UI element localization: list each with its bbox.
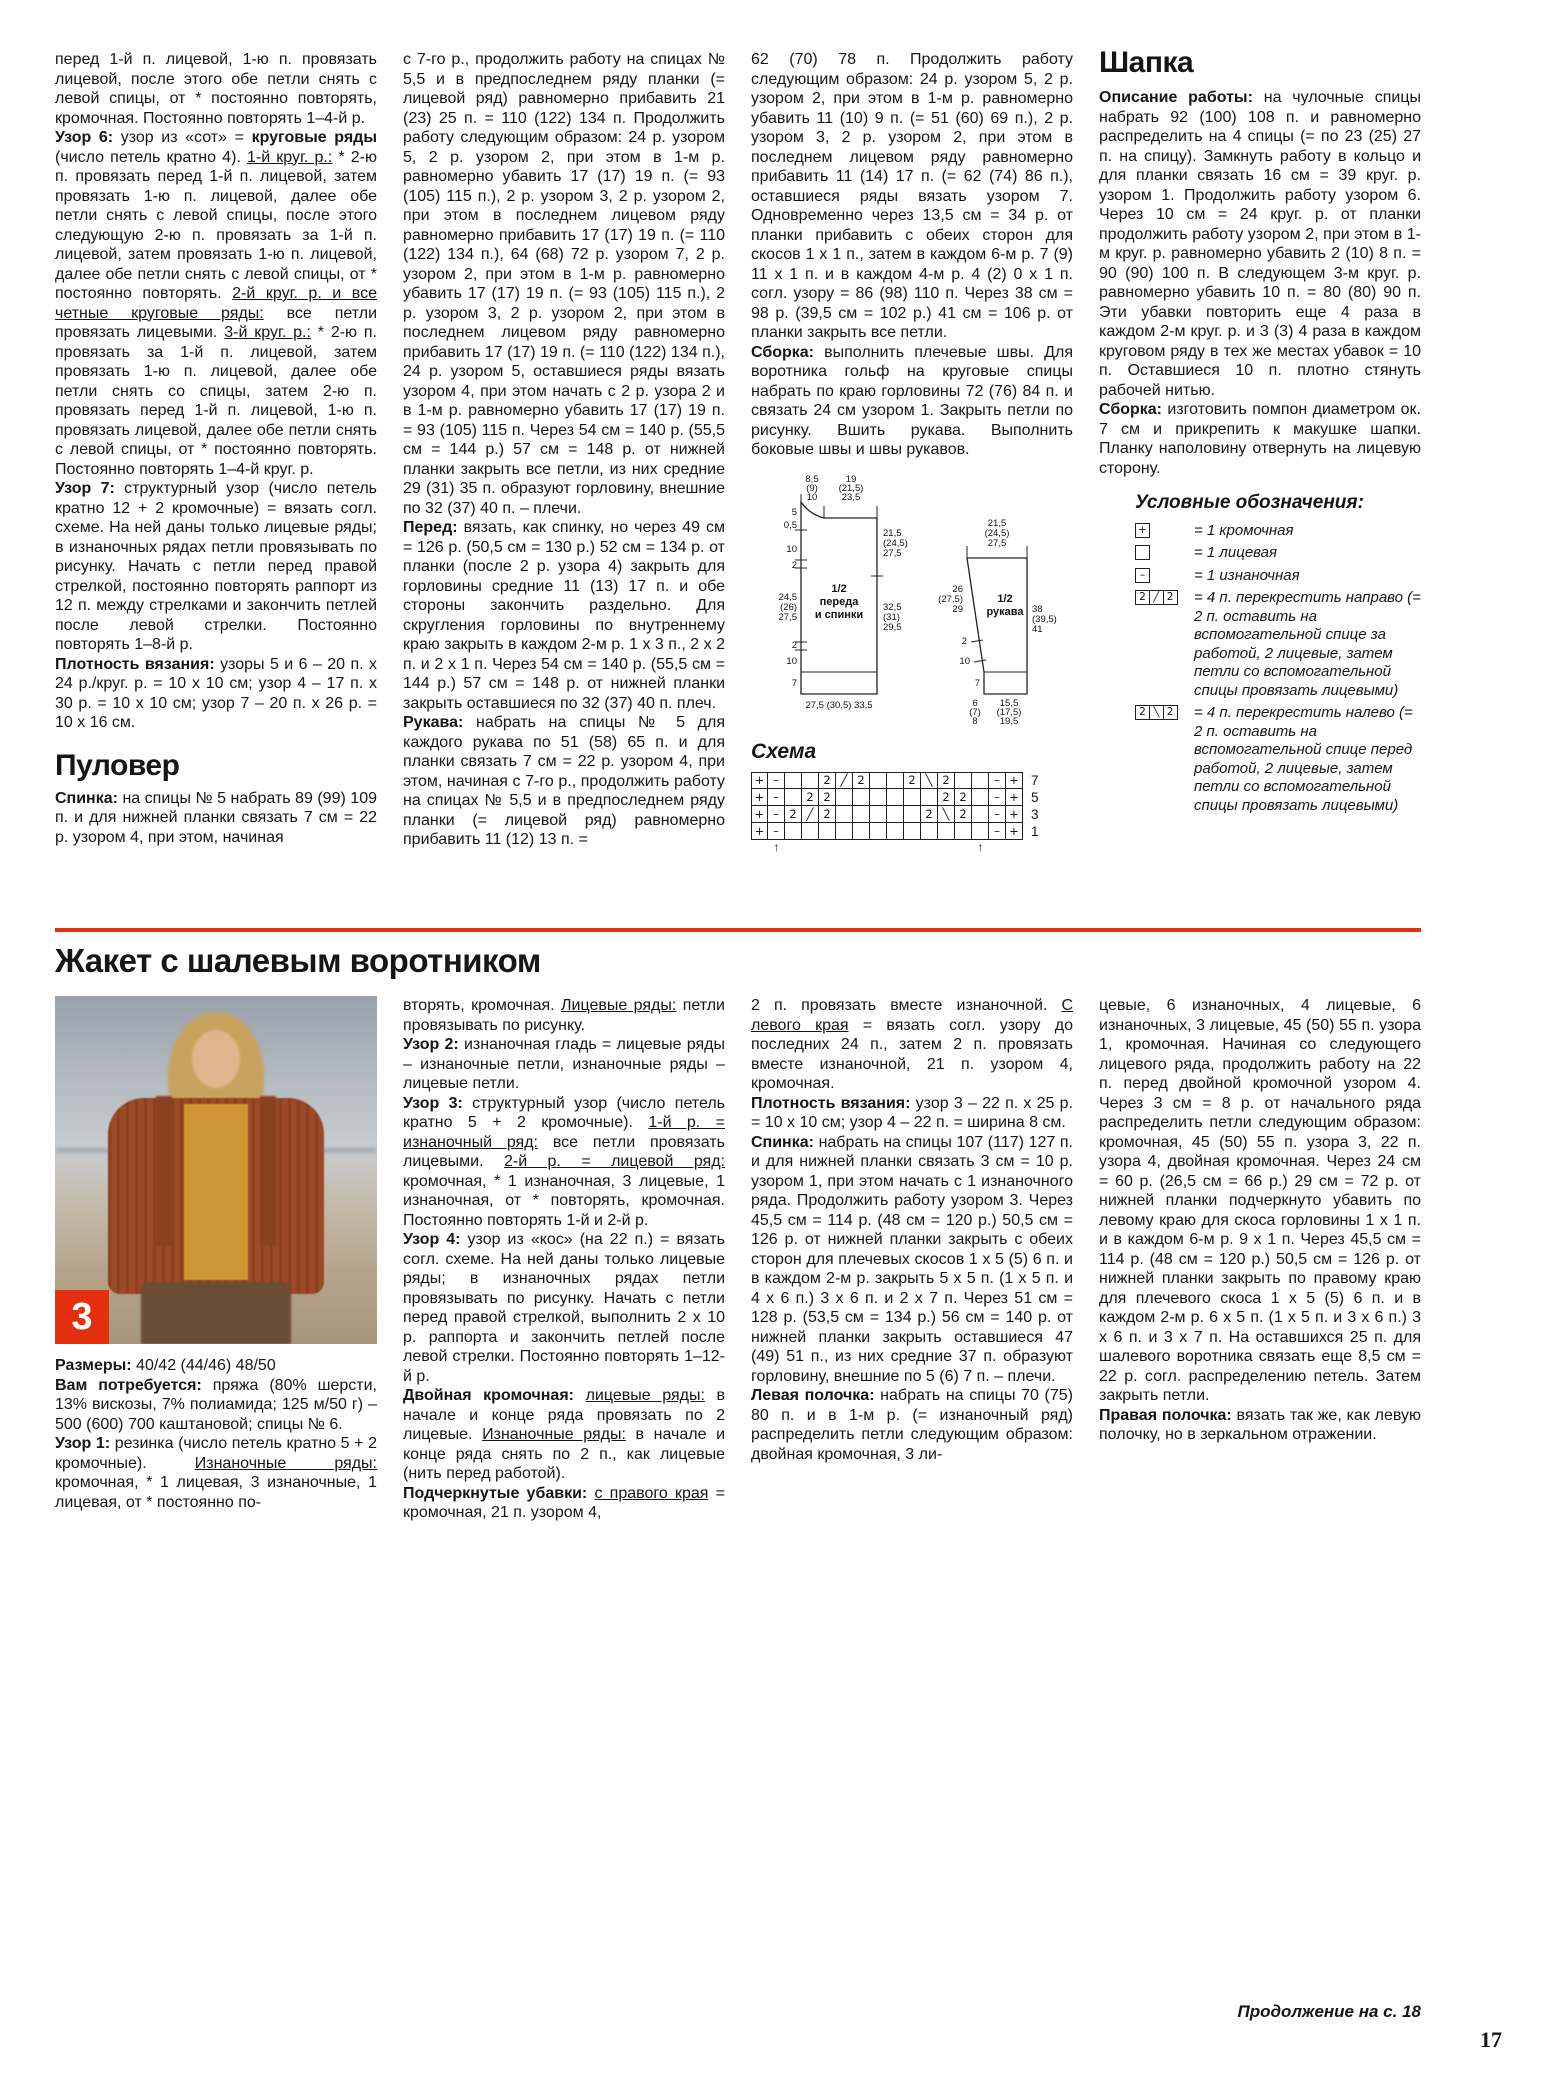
schema-cell xyxy=(887,772,904,789)
text-run xyxy=(574,1387,586,1404)
legend-item xyxy=(1135,522,1421,541)
front-label: и спинки xyxy=(814,608,864,621)
paragraph xyxy=(751,1133,1073,1387)
symbol-box: 2 xyxy=(1135,705,1150,720)
blank-symbol-icon xyxy=(1135,544,1185,560)
legend-text: = 1 кромочная xyxy=(1194,521,1294,539)
text-run: изготовить помпон диаметром ок. 7 см и прикрепить к макушке шапки. Планку наполовину отвернуть на лицевую сторону. xyxy=(1099,401,1421,477)
page-number: 17 xyxy=(1480,2027,1502,2052)
schema-arrow-spacer xyxy=(921,840,938,856)
text-run: резинка (число петель кратно 5 + 2 кромочные). xyxy=(55,1435,377,1472)
diagram-label: 27,5 xyxy=(778,611,797,623)
schema-row-number: 1 xyxy=(1031,823,1039,839)
schema-heading: Схема xyxy=(751,739,817,763)
photo-model-face xyxy=(192,1030,240,1088)
symbol-box: ╱ xyxy=(1149,590,1164,605)
schema-cell xyxy=(972,806,989,823)
schema-cell: 2 xyxy=(819,772,836,789)
schema-arrow-spacer xyxy=(785,840,802,856)
text-run: С левого края xyxy=(751,997,1073,1034)
paragraph xyxy=(55,1376,377,1435)
photo-model-shirt xyxy=(184,1104,248,1280)
schema-cell: 2 xyxy=(921,806,938,823)
schema-cell: – xyxy=(989,772,1006,789)
diagram-label: 10 xyxy=(786,543,797,555)
column-3-text xyxy=(751,50,1073,460)
front-label: переда xyxy=(819,595,859,608)
diagram-label: 2 xyxy=(961,635,967,647)
schema-arrow-spacer xyxy=(989,840,1006,856)
schema-cell xyxy=(785,772,802,789)
text-run: вязать, как спинку, но через 49 см = 126 р. (50,5 см = 130 р.) 52 см = 134 р. от планки (после 2 р. узора 4) закрыть для горловины средние 11 (13) 17 п. и обе стороны закончить раздельно. Для скругления горловины по внутреннему краю закрыть в каждом 2-м р. 1 х 3 п., 2 х 2 п. и 2 х 1 п. Через 54 см = 140 р. (55,5 см = 144 р.) 57 см = 148 р. от нижней планки закрыть оставшиеся по 32 (37) 40 п. плеч. xyxy=(403,519,725,712)
schema-cell: ╲ xyxy=(921,772,938,789)
schema-cell: – xyxy=(989,806,1006,823)
paragraph xyxy=(55,1356,377,1376)
sleeve-outline xyxy=(967,558,1027,694)
text-run: Правая полочка: xyxy=(1099,1406,1232,1424)
diagram-label: 27,5 xyxy=(987,537,1007,549)
legend-item xyxy=(1135,544,1421,563)
text-run: * 2-ю п. провязать перед 1-й п. лицевой, затем провязать 1-ю п. лицевой, далее обе петли снять с левой спицы, после этого следующую 2-ю п. провязать за 1-й п. лицевой, затем провязать 1-ю п. лицевой, далее обе петли снять с левой спицы, от * постоянно повторять. xyxy=(55,148,377,302)
column-2-text xyxy=(403,50,725,850)
schema-arrow-spacer xyxy=(819,840,836,856)
schema-cell xyxy=(870,823,887,840)
paragraph xyxy=(751,50,1073,343)
schema-cell xyxy=(802,823,819,840)
text-run: (число петель кратно 4). xyxy=(55,148,247,166)
schema-cell xyxy=(887,806,904,823)
jacket-photo xyxy=(55,996,377,1344)
schema-arrow-spacer xyxy=(870,840,887,856)
diagram-label: 24,5 xyxy=(778,591,797,603)
schema-cell: – xyxy=(989,789,1006,806)
text-run: в начале и конце ряда снять по 2 п., как лицевые (нить перед работой). xyxy=(403,1426,725,1482)
dash-symbol-icon xyxy=(1135,567,1185,583)
diagram-label: 7 xyxy=(974,677,980,689)
text-run: узор из «кос» (на 22 п.) = вязать согл. схеме. На ней даны только лицевые ряды; в изнаночных рядах петли провязывать по рисунку. Начать с петли перед правой стрелкой, выполнить 2 х 10 р. раппорта и закончить петлей после левой стрелки. Постоянно повторять 1–12-й р. xyxy=(403,1231,725,1385)
schema-cell: 2 xyxy=(955,789,972,806)
diagram-label: 8 xyxy=(972,715,978,727)
text-run: Плотность вязания: xyxy=(55,655,215,673)
front-label: 1/2 xyxy=(831,582,847,595)
schema-row-number: 3 xyxy=(1031,806,1039,822)
paragraph xyxy=(751,1386,1073,1464)
text-run: Описание работы: xyxy=(1099,89,1253,106)
diagram-label: (39,5) xyxy=(1032,613,1057,625)
column-4-text xyxy=(1099,88,1421,478)
schema-arrow-spacer xyxy=(1023,840,1040,856)
schema-arrow-spacer xyxy=(802,840,819,856)
schema-cell xyxy=(870,772,887,789)
jacket-column-2 xyxy=(403,996,725,2028)
text-run: Размеры: xyxy=(55,1357,132,1374)
schema-arrow-spacer xyxy=(836,840,853,856)
schema-cell xyxy=(853,806,870,823)
column-1 xyxy=(55,50,377,930)
diagram-label: (9) xyxy=(806,482,818,494)
text-run: кромочная, * 1 изнаночная, 3 лицевые, 1 изнаночная, от * повторять, кромочная. Постоянно повторять 1-й и 2-й р. xyxy=(403,1172,725,1229)
schema-cell: ╲ xyxy=(938,806,955,823)
schema-cell xyxy=(870,789,887,806)
schema-cell xyxy=(921,789,938,806)
text-run: цевые, 6 изнаночных, 4 лицевые, 6 изнаночных, 3 лицевые, 45 (50) 55 п. узора 1, кромочная. Начиная со следующего лицевого ряда, продолжить работу на 22 п. перед двойной кромочной узором 4. Через 3 см = 8 р. от начального ряда распределить петли следующим образом: кромочная, 45 (50) 55 п. узора 3, 22 п. узора 4, двойная кромочная. Через 24 см = 60 р. (26,5 см = 66 р.) 29 см = 72 р. от нижней планки подчеркнуто убавить по левому краю для скоса горловины 1 х 1 п. и в каждом 6-м р. 9 х 1 п. Через 45,5 см = 114 р. (48 см = 120 р.) 50,5 см = 126 р. от нижней планки закрыть по правому краю для плечевого скоса 1 х 5 (5) 6 п. и в каждом 2-м р. 6 х 5 п. (1 х 5 п. и 3 х 6 п.) 3 х 6 п. и 3 х 7 п. На оставшихся 25 п. для шалевого воротника связать еще 8,5 см = 22 р. согл. распределению петель. Затем закрыть петли. xyxy=(1099,997,1421,1404)
diagram-label: 2 xyxy=(791,639,797,651)
schema-cell xyxy=(904,806,921,823)
text-run: вторять, кромочная. xyxy=(403,997,562,1014)
paragraph xyxy=(403,50,725,518)
legend-items xyxy=(1135,522,1421,816)
symbol-box: + xyxy=(1135,523,1150,538)
text-run: структурный узор (число петель кратно 12 + 2 кромочные) = вязать согл. схеме. На ней даны только лицевые ряды; в изнаночных рядах петли провязывать по рисунку. Начать с петли перед правой стрелкой, постоянно повторять раппорт из 12 п. между стрелками и закончить петлей после левой стрелки. Постоянно повторять 1–8-й р. xyxy=(55,480,377,653)
text-run: = кромочная, 21 п. узором 4, xyxy=(403,1484,725,1521)
text-run: пряжа (80% шерсти, 13% вискозы, 7% полиамида; 125 м/50 г) – 500 (600) 700 каштановой; спицы № 6. xyxy=(55,1376,377,1433)
legend-item xyxy=(1135,704,1421,815)
jacket-column-4-text xyxy=(1099,996,1421,1445)
schema-cell xyxy=(853,789,870,806)
paragraph xyxy=(55,1434,377,1512)
text-run: Узор 7: xyxy=(55,480,115,497)
legend-text: = 1 изнаночная xyxy=(1194,566,1300,584)
paragraph xyxy=(403,1386,725,1484)
schema-cell: – xyxy=(768,806,785,823)
text-run: узор 3 – 22 п. х 25 р. = 10 х 10 см; узор 4 – 22 п. = ширина 8 см. xyxy=(751,1094,1073,1131)
legend-text: = 4 п. перекрестить направо (= 2 п. оставить на вспомогательной спице за работой, 2 лицевые, затем петли со вспомогательной спицы провязать лицевыми) xyxy=(1194,589,1421,699)
schema-cell: 2 xyxy=(853,772,870,789)
text-run: с 7-го р., продолжить работу на спицах № 5,5 и в предпоследнем ряду планки (= лицевой ряд) равномерно прибавить 21 (23) 25 п. = 110 (122) 134 п. Продолжить работу следующим образом: 24 р. узором 5, 2 р. узором 2, при этом в 1-м р. равномерно убавить 17 (17) 19 п. (= 93 (105) 115 п.), 2 р. узором 3, 2 р. узором 2, при этом в последнем лицевом ряду равномерно прибавить 17 (17) 19 п. (= 110 (122) 134 п.), 64 (68) 72 р. узором 7, 2 р. узором 2, при этом в 1-м р. равномерно убавить 17 (17) 19 п. (= 93 (105) 115 п.), 2 р. узором 3, 2 р. узором 2, при этом в последнем лицевом ряду равномерно прибавить 17 (17) 19 п. (= 110 (122) 134 п.), 24 р. узором 5, оставшиеся ряды вязать узором 4, при этом начать с 2 р. узора 2 и в 1-м р. равномерно убавить 17 (17) 19 п. = 93 (105) 115 п. Через 54 см = 140 р. (55,5 см = 144 р.) 57 см = 148 р. от нижней планки закрыть все петли, из них средние 29 (31) 35 п. образуют горловину, внешние по 32 (37) 40 п. – плечи. xyxy=(403,51,725,517)
text-run: Перед: xyxy=(403,519,458,536)
jacket-section xyxy=(55,928,1421,2028)
text-run: все петли провязать лицевыми. xyxy=(55,304,377,341)
text-run: 2-й р. = лицевой ряд: xyxy=(503,1153,725,1170)
diagram-label: 5 xyxy=(791,506,797,518)
schema-cell: – xyxy=(768,823,785,840)
schema-cell xyxy=(972,772,989,789)
schema-cell: + xyxy=(751,789,768,806)
schema-cell: 2 xyxy=(955,806,972,823)
text-run: Узор 1: xyxy=(55,1435,111,1452)
diagram-label: 21,5 xyxy=(883,527,902,539)
text-run: набрать на спицы 107 (117) 127 п. и для нижней планки связать 3 см = 10 р. узором 1, при этом начать с 1 изнаночного ряда. Продолжить работу узором 3. Через 45,5 см = 114 р. (48 см = 120 р.) 50,5 см = 126 р. от нижней планки закрыть с обеих сторон для плечевых скосов 1 х 5 (5) 6 п. и в каждом 2-м р. закрыть 5 х 5 п. (1 х 5 п. и 4 х 6 п.) 3 х 6 п. и 2 х 7 п. Через 51 см = 128 р. (53,5 см = 134 р.) 56 см = 140 р. от нижней планки закрыть оставшиеся 47 (49) 51 п., из них средние 37 п. образуют горловину, внешние по 5 (6) 7 п. – плечи. xyxy=(751,1133,1073,1385)
photo-model-pants xyxy=(141,1282,291,1344)
column-1-text-2 xyxy=(55,789,377,848)
diagram-label: 41 xyxy=(1032,623,1043,635)
schema-cell: 2 xyxy=(785,806,802,823)
text-run: Лицевые ряды: xyxy=(561,997,677,1014)
schema-cell xyxy=(819,823,836,840)
schema-cell: 2 xyxy=(938,789,955,806)
text-run: 40/42 (44/46) 48/50 xyxy=(131,1357,276,1374)
column-2 xyxy=(403,50,725,930)
paragraph xyxy=(403,996,725,1035)
schema-arrow-spacer xyxy=(751,840,768,856)
paragraph xyxy=(55,479,377,655)
text-run: Узор 4: xyxy=(403,1231,461,1248)
photo-number-badge: 3 xyxy=(55,1290,109,1344)
schema-cell: + xyxy=(1006,772,1023,789)
schema-row-number: 5 xyxy=(1031,789,1039,805)
text-run: вязать так же, как левую полочку, но в зеркальном отражении. xyxy=(1099,1406,1421,1443)
schema-cell: ╱ xyxy=(802,806,819,823)
text-run: выполнить плечевые швы. Для воротника гольф на круговые спицы набрать по краю горловины 72 (76) 84 п. и связать 24 см узором 1. Закрыть петли по рисунку. Вшить рукава. Выполнить боковые швы и швы рукавов. xyxy=(751,343,1073,458)
diagram-label: (17,5) xyxy=(996,706,1022,718)
paragraph xyxy=(403,713,725,850)
cable-right-symbol-icon xyxy=(1135,589,1185,605)
text-run: 1-й р. = изнаночный ряд: xyxy=(403,1114,725,1151)
schema-cell: + xyxy=(751,823,768,840)
diagram-label: 6 xyxy=(972,697,978,709)
legend-item xyxy=(1135,589,1421,700)
symbol-box: – xyxy=(1135,568,1150,583)
text-run: петли провязывать по рисунку. xyxy=(403,997,725,1034)
diagram-label: 27,5 (30,5) 33,5 xyxy=(805,699,873,711)
schema-cell: 2 xyxy=(802,789,819,806)
diagram-label: (24,5) xyxy=(984,527,1010,539)
jacket-column-2-text xyxy=(403,996,725,1523)
paragraph xyxy=(55,789,377,848)
diagram-label: (21,5) xyxy=(838,482,864,494)
diagram-label: (26) xyxy=(780,601,797,613)
schema-cell xyxy=(836,806,853,823)
schema-arrow-spacer xyxy=(904,840,921,856)
paragraph xyxy=(751,996,1073,1094)
diagram-label: (27,5) xyxy=(938,593,963,605)
diagram-label: 0,5 xyxy=(783,519,797,531)
text-run: Спинка: xyxy=(751,1133,814,1151)
text-run: в начале и конце ряда провязать по 2 лицевые. xyxy=(403,1387,725,1443)
diagram-label: 10 xyxy=(806,491,818,503)
paragraph xyxy=(1099,88,1421,400)
diagram-label: 15,5 xyxy=(999,697,1019,709)
text-run: Изнаночные ряды: xyxy=(194,1454,377,1472)
diagram-label: 27,5 xyxy=(883,547,902,559)
text-run: Двойная кромочная: xyxy=(403,1387,574,1404)
symbol-box: 2 xyxy=(1163,590,1178,605)
text-run: Рукава: xyxy=(403,714,464,731)
garment-diagram xyxy=(751,472,1071,730)
paragraph xyxy=(751,1094,1073,1133)
schema-cell xyxy=(785,823,802,840)
schema-arrow-spacer xyxy=(1006,840,1023,856)
text-run: на спицы № 5 набрать 89 (99) 109 п. и для нижней планки связать 7 см = 22 р. узором 4, при этом, начиная xyxy=(55,789,377,846)
legend-text: = 1 лицевая xyxy=(1194,544,1278,561)
cable-left-symbol-icon xyxy=(1135,704,1185,720)
text-run: узоры 5 и 6 – 20 п. х 24 р./круг. р. = 10 х 10 см; узор 4 – 17 п. х 30 р. = 10 х 10 см; узор 7 – 20 п. х 26 р. = 10 х 16 см. xyxy=(55,655,377,731)
column-4 xyxy=(1099,50,1421,930)
text-run: Сборка: xyxy=(1099,401,1163,418)
diagram-label: (31) xyxy=(883,611,900,623)
schema-cell xyxy=(955,772,972,789)
text-run: кромочная, * 1 лицевая, 3 изнаночные, 1 лицевая, от * постоянно по- xyxy=(55,1474,377,1511)
paragraph xyxy=(403,1230,725,1386)
text-run: Изнаночные ряды: xyxy=(482,1426,626,1443)
schema-cell xyxy=(887,789,904,806)
section-divider-line xyxy=(55,928,1421,932)
text-run: = вязать согл. узору до последних 24 п., затем 2 п. провязать вместе изнаночной, 21 п. узором 4, кромочная. xyxy=(751,1016,1073,1092)
schema-cell: – xyxy=(768,789,785,806)
schema-grid xyxy=(751,772,1051,856)
sleeve-label: рукава xyxy=(986,605,1024,618)
symbol-box: ╲ xyxy=(1149,705,1164,720)
text-run: изнаночная гладь = лицевые ряды – изнаночные петли, изнаночные ряды – лицевые петли. xyxy=(403,1036,725,1092)
symbol-box xyxy=(1135,545,1150,560)
text-run: все петли провязать лицевыми. xyxy=(403,1133,725,1170)
schema-cell xyxy=(955,823,972,840)
paragraph xyxy=(55,50,377,128)
schema-cell: + xyxy=(1006,789,1023,806)
schema-cell xyxy=(853,823,870,840)
text-run: Узор 6: xyxy=(55,129,114,146)
paragraph xyxy=(403,1035,725,1094)
text-run: перед 1-й п. лицевой, 1-ю п. провязать лицевой, после этого обе петли снять с левой спицы, от * постоянно повторять, кромочная. Постоянно повторять 1–4-й р. xyxy=(55,51,377,127)
symbol-box: 2 xyxy=(1163,705,1178,720)
diagram-label: 26 xyxy=(952,583,963,595)
text-run: на чулочные спицы набрать 92 (100) 108 п. и равномерно распределить на 4 спицы (= по 23 (25) 27 п. на спицу). Замкнуть работу в кольцо и для планки связать 16 см = 39 круг. р. узором 1. Продолжить работу узором 6. Через 10 см = 24 круг. р. от планки продолжить работу узором 2, при этом в 1-м круг. р. равномерно убавить 2 (10) 8 п. = 90 (90) 100 п. В следующем 3-м круг. р. равномерно убавить 10 п. = 80 (80) 90 п. Эти убавки повторить еще 4 раза в каждом 2-м круг. р. и 3 (3) 4 раза в каждом круговом ряду в тех же местах убавок = 10 п. Оставшиеся 10 п. плотно стянуть рабочей нитью. xyxy=(1099,89,1421,399)
diagram-label: (24,5) xyxy=(883,537,908,549)
rapport-arrow-icon: ↑ xyxy=(977,839,984,854)
schema-row-number: 7 xyxy=(1031,772,1039,788)
text-run: Левая полочка: xyxy=(751,1387,875,1404)
jacket-columns xyxy=(55,996,1421,2028)
hat-heading: Шапка xyxy=(1099,50,1194,79)
text-run: Спинка: xyxy=(55,789,118,807)
schema-cell: 2 xyxy=(819,789,836,806)
text-run: лицевые ряды: xyxy=(585,1387,705,1404)
text-run: набрать на спицы 70 (75) 80 п. и в 1-м р. (= изнаночный ряд) распределить петли следующим образом: двойная кромочная, 3 ли- xyxy=(751,1387,1073,1463)
text-run: 3-й круг. р.: xyxy=(224,324,311,341)
diagram-label: 32,5 xyxy=(883,601,902,613)
paragraph xyxy=(55,655,377,733)
jacket-column-1-text xyxy=(55,1356,377,1512)
text-run: набрать на спицы № 5 для каждого рукава по 51 (58) 65 п. и для планки связать 7 см = 22 р. узором 4, при этом, начиная с 7-го р., продолжить работу на спицах № 5,5 и в предпоследнем ряду планки (= лицевой ряд) равномерно прибавить 11 (12) 13 п. = xyxy=(403,714,725,848)
pullover-heading: Пуловер xyxy=(55,748,180,782)
diagram-label: 21,5 xyxy=(987,517,1007,529)
schema-arrow-spacer xyxy=(938,840,955,856)
schema-arrow-spacer xyxy=(887,840,904,856)
legend-title: Условные обозначения: xyxy=(1135,492,1364,513)
jacket-column-4 xyxy=(1099,996,1421,2028)
diagram-label: 19 xyxy=(845,473,857,485)
legend-item xyxy=(1135,567,1421,586)
continuation-note: Продолжение на с. 18 xyxy=(1237,2002,1421,2021)
schema-cell: + xyxy=(751,806,768,823)
diagram-label: 23,5 xyxy=(841,491,861,503)
jacket-title: Жакет с шалевым воротником xyxy=(55,942,541,979)
paragraph xyxy=(1099,996,1421,1406)
schema-cell xyxy=(972,823,989,840)
schema-cell: 2 xyxy=(819,806,836,823)
diagram-label: 29,5 xyxy=(883,621,902,633)
text-run: Сборка: xyxy=(751,343,815,361)
diagram-label: 2 xyxy=(791,559,797,571)
schema-cell xyxy=(904,789,921,806)
text-run: структурный узор (число петель кратно 5 + 2 кромочные). xyxy=(403,1094,725,1131)
text-run: * 2-ю п. провязать за 1-й п. лицевой, затем провязать 1-ю п. лицевой, далее обе петли снять со спицы, затем 2-ю п. провязать перед 1-й п. лицевой, 1-ю п. провязать лицевой, далее обе петли снять с левой спицы, от * постоянно повторять. Постоянно повторять 1–4-й круг. р. xyxy=(55,324,377,478)
text-run: 2-й круг. р. и все четные круговые ряды: xyxy=(55,285,377,322)
text-run: 2 п. провязать вместе изнаночной. xyxy=(751,997,1062,1014)
jacket-column-3-text xyxy=(751,996,1073,1464)
jacket-column-3 xyxy=(751,996,1073,2028)
text-run: узор из «сот» = xyxy=(113,129,252,146)
schema-cell: + xyxy=(1006,806,1023,823)
schema-arrow-spacer xyxy=(955,840,972,856)
paragraph xyxy=(403,1484,725,1523)
text-run: с правого края xyxy=(594,1484,709,1502)
legend-text: = 4 п. перекрестить налево (= 2 п. оставить на вспомогательной спице перед работой, 2 лицевые, затем петли со вспомогательной спицы провязать лицевыми) xyxy=(1194,704,1413,814)
diagram-label: 10 xyxy=(959,655,970,667)
text-run: Узор 3: xyxy=(403,1094,463,1112)
paragraph xyxy=(403,1094,725,1231)
schema-cell xyxy=(904,823,921,840)
schema-cell xyxy=(887,823,904,840)
diagram-label: 38 xyxy=(1032,603,1043,615)
schema-cell xyxy=(785,789,802,806)
paragraph xyxy=(1099,400,1421,478)
top-section xyxy=(55,50,1421,930)
diagram-label: 29 xyxy=(952,603,963,615)
schema-cell xyxy=(870,806,887,823)
schema-cell xyxy=(802,772,819,789)
diagram-label: 7 xyxy=(791,677,797,689)
schema-cell: + xyxy=(1006,823,1023,840)
column-1-text xyxy=(55,50,377,733)
text-run: Плотность вязания: xyxy=(751,1094,911,1112)
schema-cell: + xyxy=(751,772,768,789)
text-run: 1-й круг. р.: xyxy=(246,148,333,166)
symbol-box: 2 xyxy=(1135,590,1150,605)
column-3 xyxy=(751,50,1073,930)
schema-cell xyxy=(836,789,853,806)
diagram-label: 19,5 xyxy=(999,715,1019,727)
paragraph xyxy=(55,128,377,479)
rapport-arrow-icon: ↑ xyxy=(773,839,780,854)
schema-cell xyxy=(921,823,938,840)
schema-cell: 2 xyxy=(938,772,955,789)
schema-cell: – xyxy=(989,823,1006,840)
text-run: Вам потребуется: xyxy=(55,1376,202,1394)
schema-cell xyxy=(836,823,853,840)
legend xyxy=(1135,494,1421,815)
jacket-column-1 xyxy=(55,996,377,2028)
sleeve-label: 1/2 xyxy=(997,592,1013,605)
schema-arrow-spacer xyxy=(853,840,870,856)
schema-cell: ╱ xyxy=(836,772,853,789)
diagram-label: (7) xyxy=(969,706,981,718)
schema-cell: – xyxy=(768,772,785,789)
text-run: Узор 2: xyxy=(403,1036,459,1053)
plus-symbol-icon xyxy=(1135,522,1185,538)
schema-cell xyxy=(938,823,955,840)
diagram-label: 10 xyxy=(786,655,797,667)
text-run: 62 (70) 78 п. Продолжить работу следующим образом: 24 р. узором 5, 2 р. узором 2, при этом в 1-м р. равномерно убавить 11 (10) 9 п. (= 51 (60) 69 п.), 2 р. узором 3, 2 р. узором 2, при этом в последнем лицевом ряду равномерно прибавить 11 (14) 17 п. (= 62 (74) 86 п.), оставшиеся ряды вязать узором 7. Одновременно через 13,5 см = 34 р. от планки прибавить с обеих сторон для скосов 1 х 1 п., затем в каждом 6-м р. 7 (9) 11 х 1 п. и в каждом 4-м р. 4 (2) 0 х 1 п. согл. узору = 86 (98) 110 п. Через 38 см = 98 р. (39,5 см = 102 р.) 41 см = 106 р. от планки закрыть все петли. xyxy=(751,51,1073,341)
paragraph xyxy=(403,518,725,713)
text-run: Подчеркнутые убавки: xyxy=(403,1484,588,1502)
paragraph xyxy=(1099,1406,1421,1445)
schema-cell: 2 xyxy=(904,772,921,789)
schema-cell xyxy=(972,789,989,806)
diagram-label: 8,5 xyxy=(805,473,819,485)
paragraph xyxy=(751,343,1073,460)
text-run: круговые ряды xyxy=(251,129,377,146)
